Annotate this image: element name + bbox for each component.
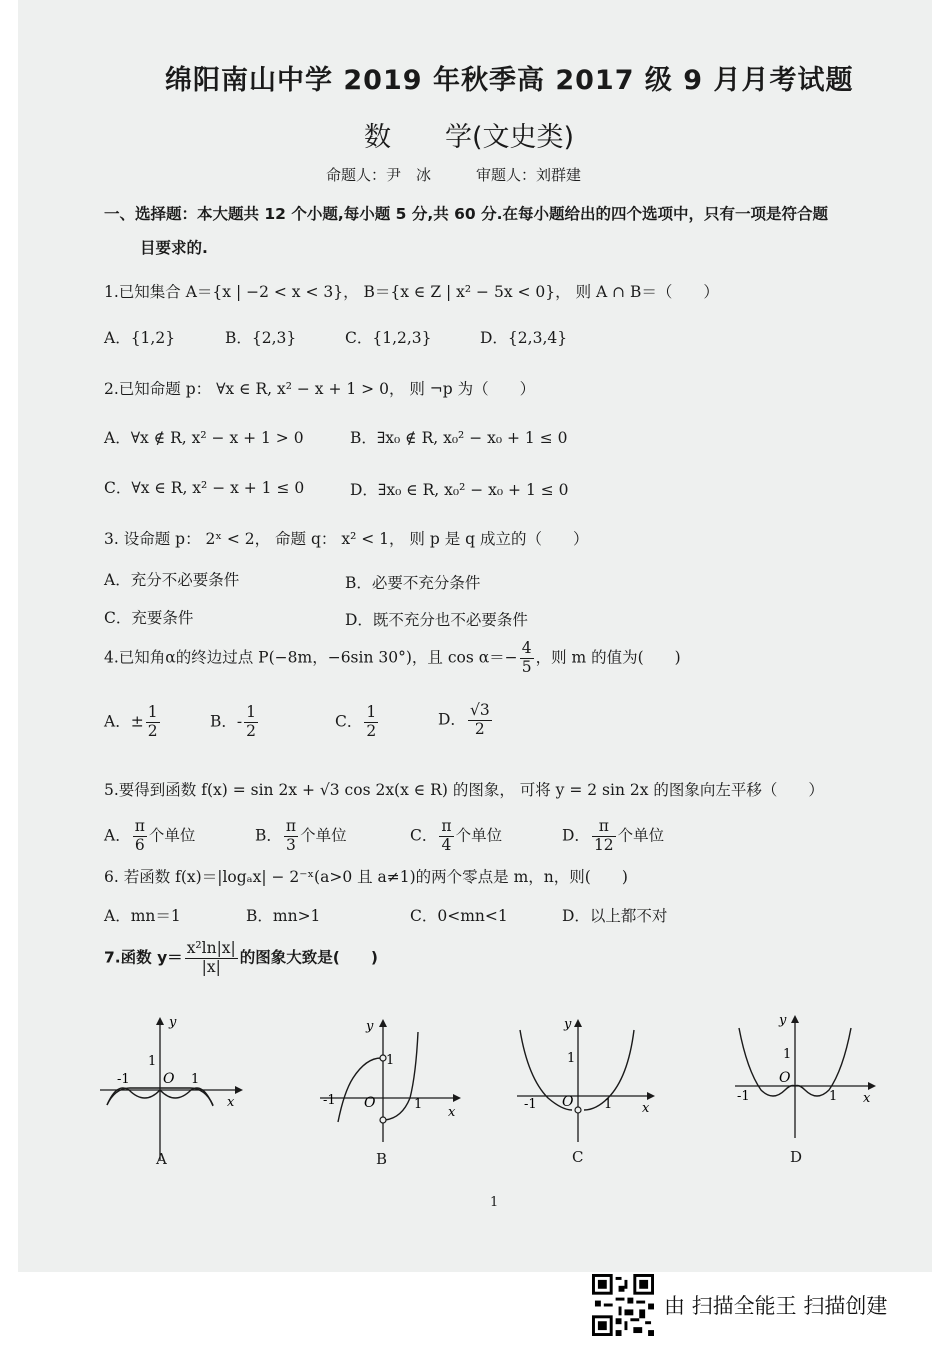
author-line: 命题人：尹 冰 审题人：刘群建 — [326, 166, 582, 184]
q4-c-den: 2 — [366, 721, 377, 740]
graph-a-origin: O — [163, 1071, 175, 1087]
q4-option-a-label: A．± — [104, 712, 144, 731]
q4-option-c — [335, 704, 380, 741]
q6-option-d: D．以上都不对 — [562, 907, 668, 925]
q5-d-frac — [592, 818, 616, 855]
graph-d-origin: O — [779, 1070, 791, 1086]
q4-c-num: 1 — [366, 703, 377, 721]
q4-b-num: 1 — [246, 703, 257, 721]
graph-c-open-point — [575, 1107, 581, 1113]
graph-d-label: D — [790, 1148, 803, 1166]
q5-a-num: π — [134, 817, 145, 835]
q5-d-den: 12 — [593, 835, 614, 854]
q4-d-num: √3 — [469, 701, 490, 719]
q4-stem-tail: ，则 m 的值为( ) — [535, 648, 681, 667]
graph-b-y-arrow — [379, 1019, 387, 1027]
q5-c-label: C． — [410, 826, 438, 845]
qr-code-icon — [592, 1274, 654, 1336]
q6-option-b: B．mn>1 — [246, 907, 321, 925]
q7-stem — [104, 940, 378, 977]
q6-option-a: A．mn＝1 — [104, 907, 181, 925]
q4-option-d — [438, 702, 494, 739]
graph-d-x-arrow — [868, 1082, 876, 1090]
q5-d-label: D． — [562, 826, 590, 845]
q7-frac-den: |x| — [201, 957, 221, 976]
q2-option-b: B．∃x₀ ∉ R, x₀² − x₀ + 1 ≤ 0 — [350, 429, 568, 447]
graph-d-x-tick-neg: -1 — [737, 1089, 750, 1104]
q5-b-unit: 个单位 — [300, 826, 347, 845]
q5-b-num: π — [285, 817, 297, 835]
q4-option-d-label: D． — [438, 710, 466, 729]
graph-b-label: B — [376, 1150, 388, 1168]
graph-a-y-tick: 1 — [148, 1054, 157, 1069]
q3-stem: 3. 设命题 p： 2ˣ < 2， 命题 q： x² < 1， 则 p 是 q 成立的（ ） — [104, 530, 589, 548]
q5-b-frac — [284, 818, 298, 855]
graph-c-x-tick-pos: 1 — [604, 1097, 613, 1112]
q2-option-c: C．∀x ∈ R, x² − x + 1 ≤ 0 — [104, 479, 305, 497]
q3-option-c: C．充要条件 — [104, 609, 194, 627]
footer-scan-text: 由 扫描全能王 扫描创建 — [664, 1294, 888, 1318]
q5-b-den: 3 — [286, 835, 296, 854]
q5-option-b — [255, 818, 347, 855]
graph-c-y-tick: 1 — [567, 1051, 576, 1066]
graph-b-y-label: y — [366, 1019, 374, 1034]
q4-option-b-label: B．- — [210, 712, 243, 731]
subject-title: 数 学(文史类) — [364, 122, 575, 153]
q3-option-b: B．必要不充分条件 — [345, 574, 481, 592]
q4-stem-text: 4.已知角α的终边过点 P(−8m，−6sin 30°)，且 cos α＝− — [104, 648, 518, 667]
graph-a-label: A — [156, 1150, 167, 1168]
q7-frac-num: x²ln|x| — [186, 939, 236, 957]
q4-option-c-label: C． — [335, 712, 363, 731]
q4-option-a-frac — [146, 704, 160, 741]
q4-fraction — [520, 640, 534, 677]
q2-option-d: D．∃x₀ ∈ R, x₀² − x₀ + 1 ≤ 0 — [350, 481, 569, 499]
q6-stem: 6. 若函数 f(x)＝|logₐx| − 2⁻ˣ(a>0 且 a≠1)的两个零点是 m，n，则( ) — [104, 868, 628, 886]
q4-option-b — [210, 704, 260, 741]
graph-d-y-tick: 1 — [783, 1047, 792, 1062]
q5-option-a — [104, 818, 195, 855]
q5-c-num: π — [441, 817, 452, 835]
q1-stem: 1.已知集合 A＝{x | −2 < x < 3}， B＝{x ∈ Z | x² − 5x < 0}， 则 A ∩ B＝（ ） — [104, 283, 719, 301]
graph-d-y-label: y — [779, 1013, 787, 1028]
graph-c-y-label: y — [564, 1017, 572, 1032]
q5-option-c — [410, 818, 502, 855]
q5-c-frac — [439, 818, 453, 855]
q1-option-d: D．{2,3,4} — [480, 329, 568, 347]
section-heading: 一、选择题：本大题共 12 个小题,每小题 5 分,共 60 分.在每小题给出的四个选项中，只有一项是符合题 — [104, 205, 828, 223]
q7-stem-text: 7.函数 y＝ — [104, 948, 183, 967]
section-heading-cont: 目要求的. — [140, 239, 208, 257]
graph-c-label: C — [572, 1148, 584, 1166]
graph-b-x-label: x — [448, 1105, 456, 1120]
graph-c-x-label: x — [642, 1101, 650, 1116]
q4-option-d-frac — [468, 702, 492, 739]
graph-a-x-tick-pos: 1 — [191, 1072, 200, 1087]
q5-a-label: A． — [104, 826, 131, 845]
q5-stem: 5.要得到函数 f(x) = sin 2x + √3 cos 2x(x ∈ R) 的图象， 可将 y = 2 sin 2x 的图象向左平移（ ） — [104, 781, 824, 799]
q7-fraction — [185, 940, 238, 977]
graph-a — [95, 1010, 245, 1170]
graph-c-y-arrow — [574, 1019, 582, 1027]
page-number: 1 — [490, 1195, 499, 1210]
q2-option-a: A．∀x ∉ R, x² − x + 1 > 0 — [104, 429, 304, 447]
graph-b-open-point-bottom — [380, 1117, 386, 1123]
graph-b-curve-left — [338, 1058, 381, 1122]
graph-b-y-tick: 1 — [386, 1053, 395, 1068]
q5-c-unit: 个单位 — [455, 826, 503, 845]
graph-b-x-arrow — [453, 1094, 461, 1102]
q3-option-a: A．充分不必要条件 — [104, 571, 240, 589]
q2-stem: 2.已知命题 p： ∀x ∈ R, x² − x + 1 > 0， 则 ¬p 为（ ） — [104, 380, 536, 398]
graph-a-y-arrow — [156, 1017, 164, 1025]
graph-c-origin: O — [562, 1094, 574, 1110]
q5-a-unit: 个单位 — [148, 826, 196, 845]
graph-c — [512, 1012, 662, 1152]
q5-d-num: π — [592, 818, 616, 837]
q1-option-a: A．{1,2} — [104, 329, 176, 347]
q1-option-c: C．{1,2,3} — [345, 329, 432, 347]
q1-option-b: B．{2,3} — [225, 329, 297, 347]
q5-c-den: 4 — [441, 835, 452, 854]
q4-frac-num: 4 — [521, 639, 532, 657]
graph-a-x-label: x — [227, 1095, 235, 1110]
q4-d-den: 2 — [474, 719, 485, 738]
q4-stem — [104, 640, 681, 677]
graph-b-x-tick-neg: -1 — [323, 1093, 336, 1108]
graph-d-y-arrow — [791, 1015, 799, 1023]
q5-d-unit: 个单位 — [617, 826, 665, 845]
q4-b-den: 2 — [246, 721, 257, 740]
graph-d-x-tick-pos: 1 — [829, 1089, 838, 1104]
q5-a-frac — [133, 818, 147, 855]
q5-a-den: 6 — [134, 835, 145, 854]
graph-c-x-tick-neg: -1 — [524, 1097, 537, 1112]
graph-b-origin: O — [364, 1095, 376, 1111]
graph-c-x-arrow — [647, 1092, 655, 1100]
q4-option-a — [104, 704, 162, 741]
q4-a-den: 2 — [147, 721, 158, 740]
q3-option-d: D．既不充分也不必要条件 — [345, 611, 528, 629]
graph-a-y-label: y — [169, 1015, 177, 1030]
exam-title: 绵阳南山中学 2019 年秋季高 2017 级 9 月月考试题 — [165, 65, 854, 96]
graph-b — [318, 1012, 468, 1152]
q5-option-d — [562, 818, 664, 855]
q5-b-label: B． — [255, 826, 282, 845]
graph-b-x-tick-pos: 1 — [414, 1097, 423, 1112]
q7-stem-tail: 的图象大致是( ) — [239, 948, 378, 967]
q4-a-num: 1 — [147, 703, 158, 721]
graph-d — [733, 1008, 883, 1148]
graph-d-x-label: x — [863, 1091, 871, 1106]
graph-a-x-arrow — [235, 1086, 243, 1094]
q4-option-c-frac — [364, 704, 378, 741]
q4-frac-den: 5 — [521, 657, 532, 676]
graph-a-x-tick-neg: -1 — [117, 1072, 130, 1087]
q4-option-b-frac — [244, 704, 258, 741]
q6-option-c: C．0<mn<1 — [410, 907, 508, 925]
